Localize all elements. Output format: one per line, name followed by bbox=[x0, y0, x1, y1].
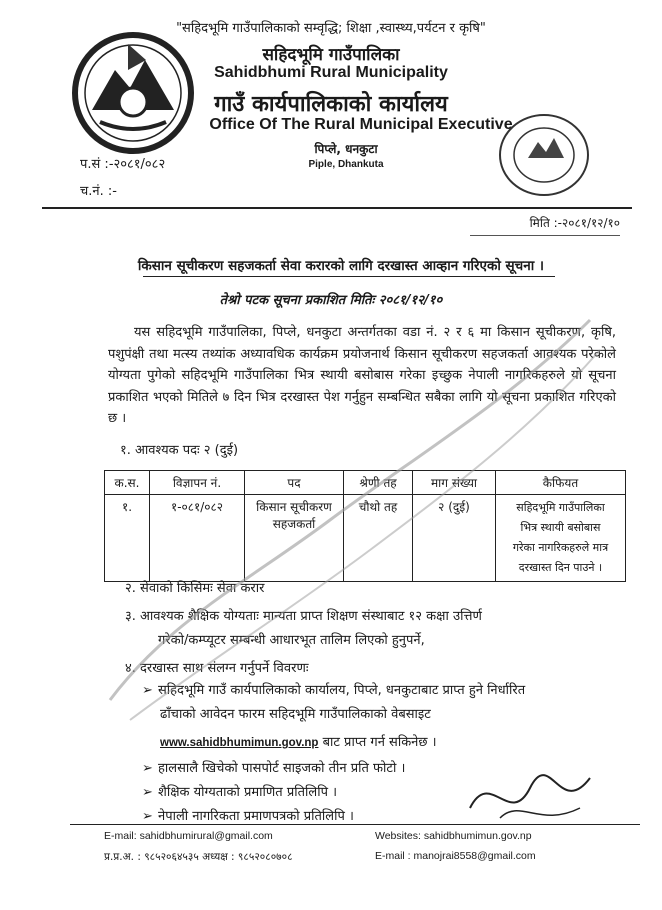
office-name-np: गाउँ कार्यपालिकाको कार्यालय bbox=[214, 92, 448, 117]
list-item bbox=[142, 782, 337, 800]
footer-email: E-mail: sahidbhumirural@gmail.com bbox=[104, 830, 273, 842]
section-required-posts: १. आवश्यक पदः २ (दुई) bbox=[120, 443, 239, 458]
footer-email-2: E-mail : manojrai8558@gmail.com bbox=[375, 850, 536, 862]
cell-remark bbox=[496, 495, 626, 582]
remark-line: दरखास्त दिन पाउने । bbox=[518, 561, 603, 574]
list-item-text: सहिदभूमि गाउँ कार्यपालिकाको कार्यालय, पिप्ले, धनकुटाबाट प्राप्त हुने निर्धारित bbox=[158, 683, 526, 698]
arrow-bullet-icon: ➢ bbox=[142, 785, 153, 800]
address-en: Piple, Dhankuta bbox=[308, 159, 384, 170]
remark-line: सहिदभूमि गाउँपालिका bbox=[516, 501, 605, 514]
list-item bbox=[142, 758, 405, 776]
list-item bbox=[142, 680, 525, 698]
header-demand: माग संख्या bbox=[413, 471, 496, 495]
footer-phone: प्र.प्र.अ. : ९८५२०६४५३५ अध्यक्ष : ९८५२०८०७०८ bbox=[104, 851, 293, 863]
letter-number: प.सं :-२०८१/०८२ bbox=[80, 157, 166, 172]
list-item-cont: ढाँचाको आवेदन फारम सहिदभूमि गाउँपालिकाको वेबसाइट bbox=[160, 707, 431, 722]
header-level: श्रेणी तह bbox=[344, 471, 413, 495]
header-sn: क.स. bbox=[105, 471, 150, 495]
municipality-name-np: सहिदभूमि गाउँपालिका bbox=[262, 45, 400, 65]
notice-title: किसान सूचीकरण सहजकर्ता सेवा करारको लागि दरखास्त आव्हान गरिएको सूचना । bbox=[137, 258, 545, 274]
header-remark: कैफियत bbox=[496, 471, 626, 495]
remark-line: भित्र स्थायी बसोबास bbox=[520, 521, 601, 534]
list-item-text: शैक्षिक योग्यताको प्रमाणित प्रतिलिपि । bbox=[158, 785, 338, 800]
table-row bbox=[105, 495, 626, 582]
cell-post: किसान सूचीकरण सहजकर्ता bbox=[245, 495, 344, 582]
slogan: "सहिदभूमि गाउँपालिकाको सम्वृद्धि; शिक्षा ,स्वास्थ्य,पर्यटन र कृषि" bbox=[176, 21, 486, 36]
office-seal-icon bbox=[494, 108, 594, 202]
section-documents: ४. दरखास्त साथ संलग्न गर्नुपर्ने विवरणः bbox=[125, 661, 309, 676]
municipality-name-en: Sahidbhumi Rural Municipality bbox=[214, 64, 448, 81]
footer-website: Websites: sahidbhumimun.gov.np bbox=[375, 830, 532, 842]
section-qualification-cont: गरेको/कम्प्यूटर सम्बन्धी आधारभूत तालिम लिएको हुनुपर्ने, bbox=[158, 633, 425, 648]
address-np: पिप्ले, धनकुटा bbox=[314, 142, 378, 156]
remark-line: गरेका नागरिकहरुले मात्र bbox=[512, 541, 609, 554]
office-name-en: Office Of The Rural Municipal Executive bbox=[209, 116, 513, 133]
header-divider bbox=[42, 207, 632, 209]
issue-date: मिति :-२०८१/१२/१० bbox=[529, 216, 620, 230]
dispatch-number: च.नं. :- bbox=[80, 184, 117, 199]
signature-icon bbox=[460, 758, 600, 838]
header-post: पद bbox=[245, 471, 344, 495]
cell-demand: २ (दुई) bbox=[413, 495, 496, 582]
notice-body: यस सहिदभूमि गाउँपालिका, पिप्ले, धनकुटा अन्तर्गतका वडा नं. २ र ६ मा किसान सूचीकरण, कृषि, पशुपंक्षी तथा मत्स्य तथ्यांक अध्यावधिक कार्यक्रम प्रयोजनार्थ किसान सूचीकरण सहजकर्ता आवश्यक परेकोले योग्यता पुगेको सहिदभूमि गाउँपालिका भित्र स्थायी बसोबास गरेका इच्छुक नेपाली नागरिकहरुले यो सूचना प्रकाशित भएको मितिले ७ दिन भित्र दरखास्त पेश गर्नुहुन सम्बन्धित सबैका लागि यो सूचना प्रकाशित गरिएको छ । bbox=[108, 325, 616, 426]
header-ad-no: विज्ञापन नं. bbox=[150, 471, 245, 495]
cell-level: चौथो तह bbox=[344, 495, 413, 582]
arrow-bullet-icon: ➢ bbox=[142, 683, 153, 698]
arrow-bullet-icon: ➢ bbox=[142, 761, 153, 776]
cell-ad-no: १-०८१/०८२ bbox=[150, 495, 245, 582]
table-header-row bbox=[105, 471, 626, 495]
footer-divider bbox=[70, 824, 640, 825]
notice-subtitle: तेश्रो पटक सूचना प्रकाशित मितिः २०८१/१२/१० bbox=[219, 293, 443, 308]
section-service-type: २. सेवाको किसिमः सेवा करार bbox=[125, 581, 265, 596]
website-link[interactable]: www.sahidbhumimun.gov.np bbox=[160, 737, 319, 749]
list-item bbox=[142, 806, 354, 824]
cell-sn: १. bbox=[105, 495, 150, 582]
list-item-web-line bbox=[160, 732, 437, 750]
posts-table bbox=[104, 470, 626, 582]
date-rule bbox=[470, 235, 620, 236]
title-underline bbox=[143, 276, 555, 277]
list-item-text: बाट प्राप्त गर्न सकिनेछ । bbox=[318, 735, 437, 750]
arrow-bullet-icon: ➢ bbox=[142, 809, 153, 824]
list-item-text: हालसालै खिचेको पासपोर्ट साइजको तीन प्रति फोटो । bbox=[158, 761, 406, 776]
section-qualification: ३. आवश्यक शैक्षिक योग्यताः मान्यता प्राप्त शिक्षण संस्थाबाट १२ कक्षा उत्तिर्ण bbox=[125, 609, 482, 624]
list-item-text: नेपाली नागरिकता प्रमाणपत्रको प्रतिलिपि । bbox=[158, 809, 354, 824]
